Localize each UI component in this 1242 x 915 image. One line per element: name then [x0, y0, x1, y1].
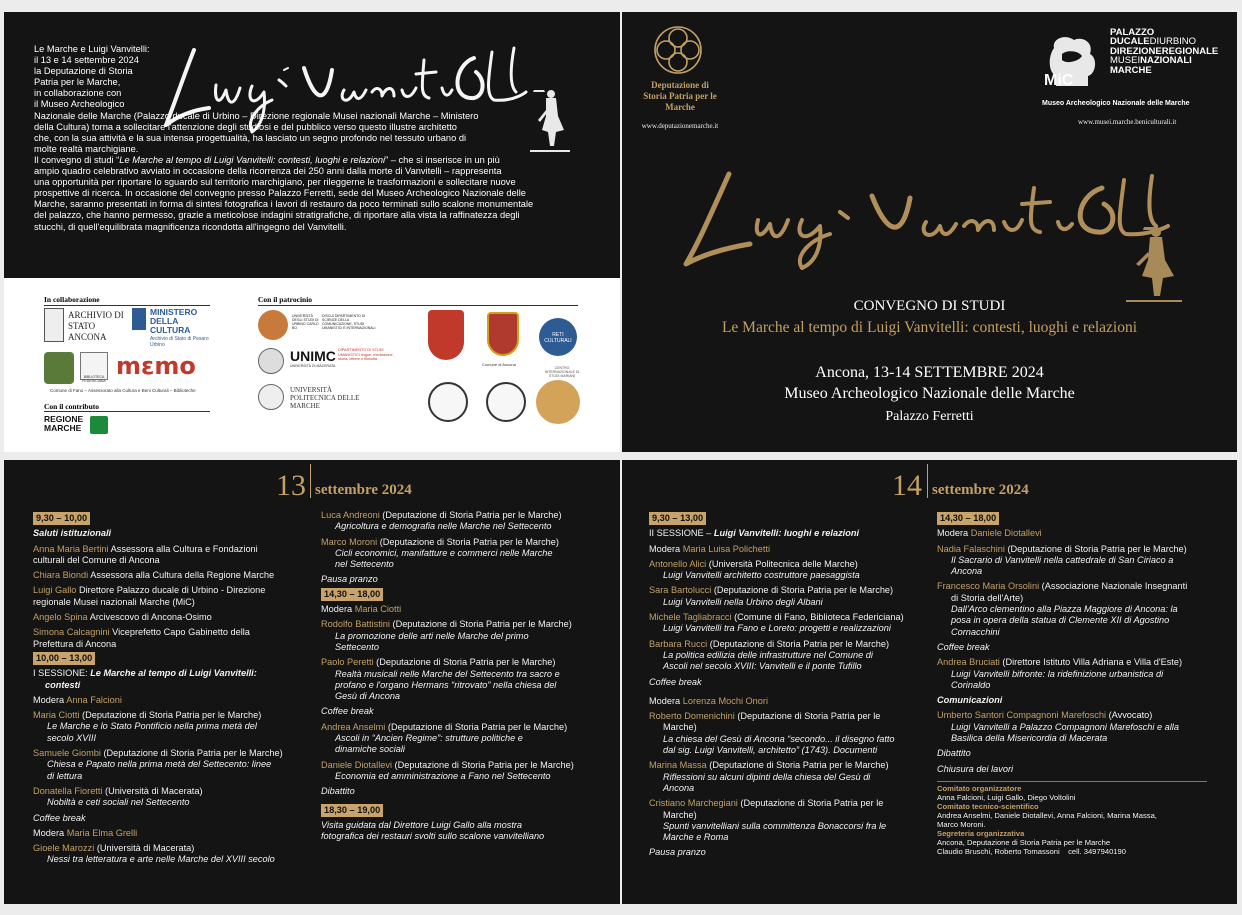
talk-title: Luigi Vanvitelli nella Urbino degli Albani [663, 596, 823, 607]
list-item [33, 748, 309, 759]
talk-title: Nessi tra letteratura e arte nelle Marche del XVIII secolo [47, 854, 275, 865]
session-title: Saluti istituzionali [33, 528, 112, 539]
contributo-title: Con il contributo [44, 402, 100, 411]
day13-label: settembre 2024 [315, 482, 412, 498]
speaker-name: Marina Massa [649, 760, 707, 771]
intro-line: una opportunità per riportare lo sguardo sul territorio marchigiano, per rileggerne le trasformazioni e sollecitare nuove [34, 177, 516, 188]
talk-title: Ascoli in “Ancien Regime”: strutture politiche e [335, 733, 523, 744]
day14-col1 [649, 510, 933, 859]
day14-number: 14 [892, 469, 922, 502]
convegno-title-inline: Le Marche al tempo di Luigi Vanvitelli: contesti, luoghi e relazioni [119, 154, 386, 165]
list-item [649, 559, 933, 570]
palazzo-logo-line: PALAZZO [1110, 27, 1155, 38]
intro-text-span: ” – che si inserisce in un più [385, 154, 500, 165]
list-item [33, 570, 309, 581]
speaker-affiliation: (Deputazione di Storia Patria per le Marche) [377, 536, 559, 547]
talk-title: Il Sacrario di Vanvitelli nella cattedrale di San Ciriaco a [951, 554, 1174, 565]
speaker-name: Simona Calcagnini [33, 627, 110, 638]
session-name: contesti [45, 679, 81, 690]
cover-panel [622, 12, 1237, 452]
speaker-affiliation: (Comune di Fano, Biblioteca Federiciana) [731, 612, 904, 623]
speaker-role: Arcivescovo di Ancona-Osimo [87, 612, 212, 623]
talk-title: La promozione delle arti nelle Marche del primo [335, 630, 529, 641]
speaker-name: Andrea Anselmi [321, 721, 386, 732]
lunch-break: Pausa pranzo [649, 847, 706, 858]
speaker-name: Michele Tagliabracci [649, 612, 732, 623]
list-item [33, 612, 309, 623]
ancona-coat-icon [487, 312, 519, 356]
intro-panel [4, 12, 620, 278]
speaker-affiliation: (Università Politecnica delle Marche) [706, 558, 858, 569]
list-item [649, 798, 933, 809]
speaker-name: Umberto Santori Compagnoni Marefoschi [937, 710, 1107, 721]
speaker-name: Cristiano Marchegiani [649, 798, 738, 809]
talk-title: Luigi Vanvitelli a Palazzo Compagnoni Marefoschi e alla [951, 721, 1179, 732]
patrocinio-title: Con il patrocinio [258, 295, 313, 304]
list-item [937, 710, 1229, 721]
list-item [321, 537, 611, 548]
palazzo-logo-part: MUSEI [1110, 55, 1141, 67]
committee-title: Comitato organizzatore [937, 783, 1022, 793]
politecnica-seal-icon [258, 384, 284, 410]
moderator-name: Daniele Diotallevi [970, 528, 1042, 539]
communications-label: Comunicazioni [937, 695, 1003, 706]
coffee-break: Coffee break [321, 706, 374, 717]
urbino-seal-icon [258, 310, 288, 340]
divider [937, 781, 1207, 782]
speaker-affiliation: (Deputazione di Storia Patria per le Marche) [711, 585, 894, 596]
intro-line: ampio quadro celebrativo avviato in occasione della ricorrenza dei 250 anni dalla morte di Vanvitelli – rappresenta [34, 166, 502, 177]
intro-line: della Cultura) torna a sollecitare l'attenzione degli studiosi e del pubblico verso questo illustre architetto [34, 121, 457, 132]
talk-title: Luigi Vanvitelli architetto costruttore paesaggista [663, 570, 860, 581]
speaker-name: Angelo Spina [33, 612, 88, 623]
lunch-break: Pausa pranzo [321, 574, 378, 585]
speaker-role: Viceprefetto Capo Gabinetto della [109, 627, 250, 638]
list-item [33, 786, 309, 797]
moderator [937, 528, 1229, 539]
day14-label: settembre 2024 [932, 482, 1029, 498]
moderator [33, 828, 309, 839]
palazzo-logo-part: NAZIONALI [1140, 55, 1192, 67]
biblioteca-logo: BIBLIOTECA FEDERICIANA [80, 352, 108, 380]
speaker-name: Francesco Maria Orsolini [937, 581, 1040, 592]
intro-line: Nazionale delle Marche (Palazzo ducale di Urbino – Direzione regionale Musei nazionali Marche – Ministero [34, 110, 479, 121]
palazzo-logo-part: REGIONALE [1161, 45, 1219, 57]
palazzo-logo-line: MARCHE [1110, 64, 1152, 76]
speaker-affiliation: (Deputazione di Storia Patria per le [734, 711, 881, 722]
session-title [649, 528, 933, 539]
talk-title: Cornacchini [951, 626, 1000, 637]
moderator-label: Modera [937, 528, 971, 539]
intro-line: Marche, saranno presentati in forma di sintesi fotografica i lavori di restauro da poco terminati sullo scalone monumentale [34, 199, 534, 210]
speaker-affiliation: (Deputazione di Storia Patria per le Marche) [379, 510, 562, 520]
talk-title: Economia ed amministrazione a Fano nel Settecento [335, 770, 551, 781]
coffee-break: Coffee break [649, 676, 702, 687]
coffee-break: Coffee break [937, 641, 990, 652]
speaker-name: Samuele Giombi [33, 748, 101, 759]
reti-culturali-logo: RETI CULTURALI [539, 318, 577, 356]
talk-title: Dall'Arco clementino alla Piazza Maggiore di Ancona: la [951, 604, 1178, 615]
intro-text [34, 44, 594, 233]
speaker-name: Daniele Diotallevi [321, 759, 392, 770]
speaker-role: Assessora alla Cultura della Regione Marche [88, 570, 275, 581]
talk-title: Realtà musicali nelle Marche del Settecento tra sacro e [335, 668, 560, 679]
speaker-affiliation: (Deputazione di Storia Patria per le Marche) [79, 710, 262, 721]
speaker-name: Barbara Rucci [649, 638, 708, 649]
committee-members: Anna Falcioni, Luigi Gallo, Diego Voltolini [937, 792, 1076, 802]
moderator [33, 695, 309, 706]
moderator-label: Modera [33, 694, 67, 705]
speaker-name: Anna Maria Bertini [33, 543, 109, 554]
talk-title: dal sig. Luigi Vanvitelli, architetto” (1743). Documenti [663, 745, 878, 756]
speaker-affiliation: di Storia dell'Arte) [951, 592, 1024, 603]
speaker-affiliation: (Università di Macerata) [94, 843, 195, 854]
speaker-name: Luca Andreoni [321, 510, 380, 520]
palazzo-logo-part: DIURBINO [1149, 36, 1197, 48]
speaker-name: Roberto Domenichini [649, 711, 735, 722]
moderator [321, 604, 611, 615]
speaker-affiliation: (Direttore Istituto Villa Adriana e Villa d'Este) [999, 657, 1183, 668]
talk-title: Marche e Roma [663, 832, 729, 843]
intro-line: stucchi, di quell'equilibrata magnificenza ricondotta all'ingegno del Vanvitelli. [34, 221, 347, 232]
intro-line: Le Marche e Luigi Vanvitelli: [34, 44, 150, 54]
list-item [33, 585, 309, 596]
museo-url[interactable]: www.musei.marche.beniculturali.it [1078, 118, 1177, 126]
deputazione-label: Deputazione di Storia Patria per le Marche [643, 80, 717, 112]
secretariat-info: Ancona, Deputazione di Storia Patria per le Marche [937, 837, 1111, 847]
moderator-label: Modera [649, 695, 683, 706]
deputazione-url[interactable]: www.deputazionemarche.it [641, 122, 719, 130]
intro-line: la Deputazione di Storia [34, 66, 133, 77]
speaker-name: Gioele Marozzi [33, 843, 95, 854]
time-badge: 18,30 – 19,00 [321, 804, 383, 817]
list-item [321, 510, 611, 521]
speaker-affiliation: (Deputazione di Storia Patria per le Marche) [1004, 543, 1187, 554]
session-name: Luigi Vanvitelli: luoghi e relazioni [713, 528, 860, 539]
speaker-affiliation: (Deputazione di Storia Patria per le Marche) [391, 759, 574, 770]
talk-title: Ancona [951, 566, 983, 577]
secretariat-contact: Claudio Bruschi, Roberto Tomassoni cell. 3497940190 [937, 846, 1126, 856]
moderator-label: Modera [321, 604, 355, 615]
day13-divider [310, 464, 311, 498]
guided-visit: Visita guidata dal Direttore Luigi Gallo alla mostra [321, 819, 523, 830]
intro-line: che, con la sua attività e la sua intensa progettualità, ha lasciato un segno profondo nel tessuto urbano di [34, 132, 467, 143]
memo-logo: mεmo [116, 352, 196, 380]
talk-title: nel Settecento [335, 559, 394, 570]
speaker-name: Maria Ciotti [33, 710, 80, 721]
intro-line: il Museo Archeologico [34, 99, 125, 110]
time-badge: 10,00 – 13,00 [33, 652, 95, 665]
centro-label: CENTRO INTERNAZIONALE DI STUDI MARIANI [544, 366, 580, 378]
talk-title: Ascoli nel secolo XVIII: Vanvitelli e il ponte Tufillo [663, 661, 862, 672]
divider [44, 411, 210, 412]
fano-caption: Comune di Fano – Assessorato alla Cultura e Beni Culturali – Biblioteche [50, 388, 196, 393]
moderator [649, 696, 933, 707]
diocese-coat-icon [428, 310, 464, 360]
speaker-name: Luigi Gallo [33, 585, 77, 596]
collab-title: In collaborazione [44, 295, 100, 304]
centro-seal-icon [536, 380, 580, 424]
day14-panel [622, 460, 1237, 904]
museo-label: Museo Archeologico Nazionale delle Marche [1042, 100, 1190, 107]
ministero-logo: MINISTERO DELLA CULTURA [150, 307, 198, 335]
speaker-affiliation: (Deputazione di Storia Patria per le [737, 798, 884, 809]
day14-col2 [937, 510, 1229, 856]
spacer [321, 798, 611, 802]
speaker-name: Andrea Bruciati [937, 657, 1000, 668]
list-item [321, 619, 611, 630]
seal-icon [486, 382, 526, 422]
list-item [321, 722, 611, 733]
talk-title: La chiesa del Gesù di Ancona “secondo... il disegno fatto [663, 733, 895, 744]
intro-line: il 13 e 14 settembre 2024 [34, 55, 139, 66]
session-label: I SESSIONE: [33, 668, 91, 679]
talk-title: Gesù di Ancona [335, 691, 401, 702]
palazzo-logo-part: DUCALE [1110, 36, 1150, 48]
talk-title: posa in opera della statua di Clemente XII di Agostino [951, 615, 1170, 626]
fano-crest-icon [44, 352, 74, 384]
list-item [321, 657, 611, 668]
talk-title: Spunti vanvitelliani sulla committenza Bonaccorsi fra le [663, 820, 887, 831]
speaker-role: Assessora alla Cultura e Fondazioni [108, 543, 258, 554]
list-item [649, 612, 933, 623]
urbino-logo: UNIVERSITÀ DEGLI STUDI DI URBINO CARLO BO [292, 314, 319, 330]
speaker-name: Marco Moroni [321, 536, 378, 547]
committee-members: Marco Moroni. [937, 819, 986, 829]
talk-title: secolo XVIII [47, 732, 97, 743]
talk-title: Le Marche e lo Stato Pontificio nella prima metà del [47, 721, 257, 732]
list-item [649, 760, 933, 771]
talk-title: Nobiltà e ceti sociali nel Settecento [47, 797, 190, 808]
speaker-affiliation: Marche) [663, 809, 697, 820]
disco-logo: DISCUI DIPARTIMENTO DI SCIENZE DELLA COMUNICAZIONE, STUDI UMANISTICI E INTERNAZIONALI [322, 314, 376, 330]
speaker-affiliation: (Deputazione di Storia Patria per le Marche) [373, 657, 556, 668]
talk-title: Luigi Vanvitelli tra Fano e Loreto: progetti e realizzazioni [663, 623, 891, 634]
regione-emblem-icon [90, 416, 108, 434]
convegno-venue: Museo Archeologico Nazionale delle Marche [784, 385, 1075, 402]
day13-col1 [33, 510, 309, 866]
moderator-name: Maria Elma Grelli [66, 827, 138, 838]
talk-title: dinamiche sociali [335, 744, 405, 755]
divider [258, 305, 578, 306]
speaker-name: Rodolfo Battistini [321, 619, 390, 630]
moderator-name: Lorenza Mochi Onori [682, 695, 768, 706]
intro-text-span: Il convegno di studi “ [34, 154, 120, 165]
speaker-role: Direttore Palazzo ducale di Urbino - Direzione [76, 585, 266, 596]
speaker-name: Chiara Biondi [33, 570, 89, 581]
speaker-name: Donatella Fioretti [33, 785, 103, 796]
convegno-label: CONVEGNO DI STUDI [853, 298, 1006, 314]
speaker-role: culturali del Comune di Ancona [33, 554, 160, 565]
session-name: Le Marche al tempo di Luigi Vanvitelli: [90, 668, 257, 679]
intro-line: molte realtà marchigiane. [34, 143, 139, 154]
speaker-affiliation: Marche) [663, 722, 697, 733]
talk-title: profano e l'organo Hermans “ritrovato” nella chiesa del [335, 679, 557, 690]
time-badge: 14,30 – 18,00 [937, 512, 999, 525]
committee-title: Segreteria organizzativa [937, 828, 1025, 838]
debate: Dibattito [321, 786, 355, 797]
speaker-affiliation: (Deputazione di Storia Patria per le Marche) [385, 721, 568, 732]
signature-icon [674, 162, 1179, 272]
intro-line: Patria per le Marche, [34, 77, 121, 88]
moderator-name: Maria Luisa Polichetti [682, 543, 771, 554]
talk-title: Chiesa e Papato nella prima metà del Settecento: linee [47, 759, 272, 770]
committee-members: Andrea Anselmi, Daniele Diotallevi, Anna Falcioni, Marina Massa, [937, 810, 1157, 820]
day14-divider [927, 464, 928, 498]
list-item [649, 585, 933, 596]
unimc-seal-icon [258, 348, 284, 374]
ministero-emblem-icon [132, 308, 146, 330]
speaker-affiliation: (Deputazione di Storia Patria per le Marche) [100, 748, 283, 759]
talk-title: Riflessioni su alcuni dipinti della chiesa del Gesù di [663, 771, 871, 782]
speaker-affiliation: (Deputazione di Storia Patria per le Marche) [389, 619, 572, 630]
list-item [649, 711, 933, 722]
comune-label: Comune di Ancona [482, 362, 516, 367]
list-item [33, 544, 309, 555]
talk-title: Settecento [335, 641, 379, 652]
day13-number: 13 [276, 469, 306, 502]
intro-line: del palazzo, che hanno permesso, grazie a meticolose indagini stratigrafiche, di riportare alla vista la raffinatezza degli [34, 210, 520, 221]
talk-title: La politica edilizia delle infrastrutture nel Comune di [663, 649, 873, 660]
seal-icon [428, 382, 468, 422]
intro-line [34, 155, 594, 166]
moderator-name: Anna Falcioni [66, 694, 122, 705]
talk-title: Agricoltura e demografia nelle Marche nel Settecento [335, 521, 552, 532]
time-badge: 9,30 – 10,00 [33, 512, 90, 525]
coffee-break: Coffee break [33, 812, 86, 823]
divider [44, 305, 210, 306]
talk-title: Luigi Vanvitelli bifronte: la ridefinizione urbanistica di [951, 668, 1164, 679]
list-item [33, 627, 309, 638]
speaker-affiliation: (Avvocato) [1106, 710, 1153, 721]
talk-title: Cicli economici, manifatture e commerci nelle Marche [335, 547, 553, 558]
moderator-label: Modera [649, 543, 683, 554]
unimc-logo: UNIMC [290, 348, 336, 364]
speaker-role: regionale Musei nazionali Marche (MiC) [33, 596, 195, 607]
speaker-affiliation: (Deputazione di Storia Patria per le Marche) [706, 760, 889, 771]
list-item [33, 843, 309, 854]
speaker-name: Nadia Falaschini [937, 543, 1005, 554]
convegno-palazzo: Palazzo Ferretti [885, 409, 974, 424]
intro-line: in collaborazione con [34, 88, 122, 99]
moderator-label: Modera [33, 827, 67, 838]
talk-title: di lettura [47, 770, 83, 781]
list-item [321, 760, 611, 771]
vanvitelli-figure-icon [1126, 222, 1182, 302]
session-title [33, 668, 309, 679]
list-item [937, 581, 1229, 592]
speaker-name: Antonello Alici [649, 558, 707, 569]
list-item [937, 544, 1229, 555]
list-item [33, 710, 309, 721]
talk-title: Corinaldo [951, 679, 991, 690]
ministero-subtitle: Archivio di Stato di Pesaro Urbino [150, 336, 209, 348]
debate: Dibattito [937, 748, 971, 759]
time-badge: 9,30 – 13,00 [649, 512, 706, 525]
studi-umanistici-logo: DIPARTIMENTO DI STUDI UMANISTICI lingue, mediazione, storia, lettere e filosofia [338, 348, 394, 362]
partners-panel [4, 278, 620, 452]
speaker-affiliation: (Associazione Nazionale Insegnanti [1039, 581, 1188, 592]
list-item [937, 657, 1229, 668]
intro-line: prospettive di ricerca. In occasione del convegno presso Palazzo Ferretti, sede del Museo Archeologico Nazionale delle [34, 188, 526, 199]
day13-col2 [321, 510, 611, 842]
closing: Chiusura dei lavori [937, 763, 1014, 774]
moderator [649, 544, 933, 555]
moderator-name: Maria Ciotti [354, 604, 402, 615]
palazzo-ducale-logo [1110, 28, 1218, 75]
deputazione-emblem-icon [652, 24, 704, 76]
convegno-date: Ancona, 13-14 SETTEMBRE 2024 [815, 364, 1044, 381]
politecnica-logo: UNIVERSITÀ POLITECNICA DELLE MARCHE [290, 386, 360, 410]
mic-logo: MiC [1044, 72, 1074, 89]
unimc-subtitle: UNIVERSITÀ DI MACERATA [290, 364, 336, 368]
archivio-logo: ARCHIVIO DI STATO ANCONA [68, 310, 124, 342]
archivio-emblem-icon [44, 308, 64, 342]
speaker-name: Paolo Peretti [321, 657, 374, 668]
convegno-subtitle: Le Marche al tempo di Luigi Vanvitelli: contesti, luoghi e relazioni [721, 319, 1138, 336]
talk-title: Ancona [663, 782, 695, 793]
list-item [649, 639, 933, 650]
speaker-affiliation: (Università di Macerata) [102, 785, 203, 796]
day13-panel [4, 460, 620, 904]
talk-title: Basilica della Misericordia di Macerata [951, 733, 1108, 744]
speaker-affiliation: (Deputazione di Storia Patria per le Marche) [707, 638, 890, 649]
speaker-name: Sara Bartolucci [649, 585, 712, 596]
palazzo-logo-part: DIREZIONE [1110, 45, 1162, 57]
regione-logo: REGIONE MARCHE [44, 414, 84, 433]
guided-visit: fotografica dei restauri svolti sullo scalone vanvitelliano [321, 831, 545, 842]
session-label: II SESSIONE – [649, 528, 714, 539]
speaker-role: Prefettura di Ancona [33, 638, 117, 649]
committee-title: Comitato tecnico-scientifico [937, 801, 1039, 811]
time-badge: 14,30 – 18,00 [321, 588, 383, 601]
